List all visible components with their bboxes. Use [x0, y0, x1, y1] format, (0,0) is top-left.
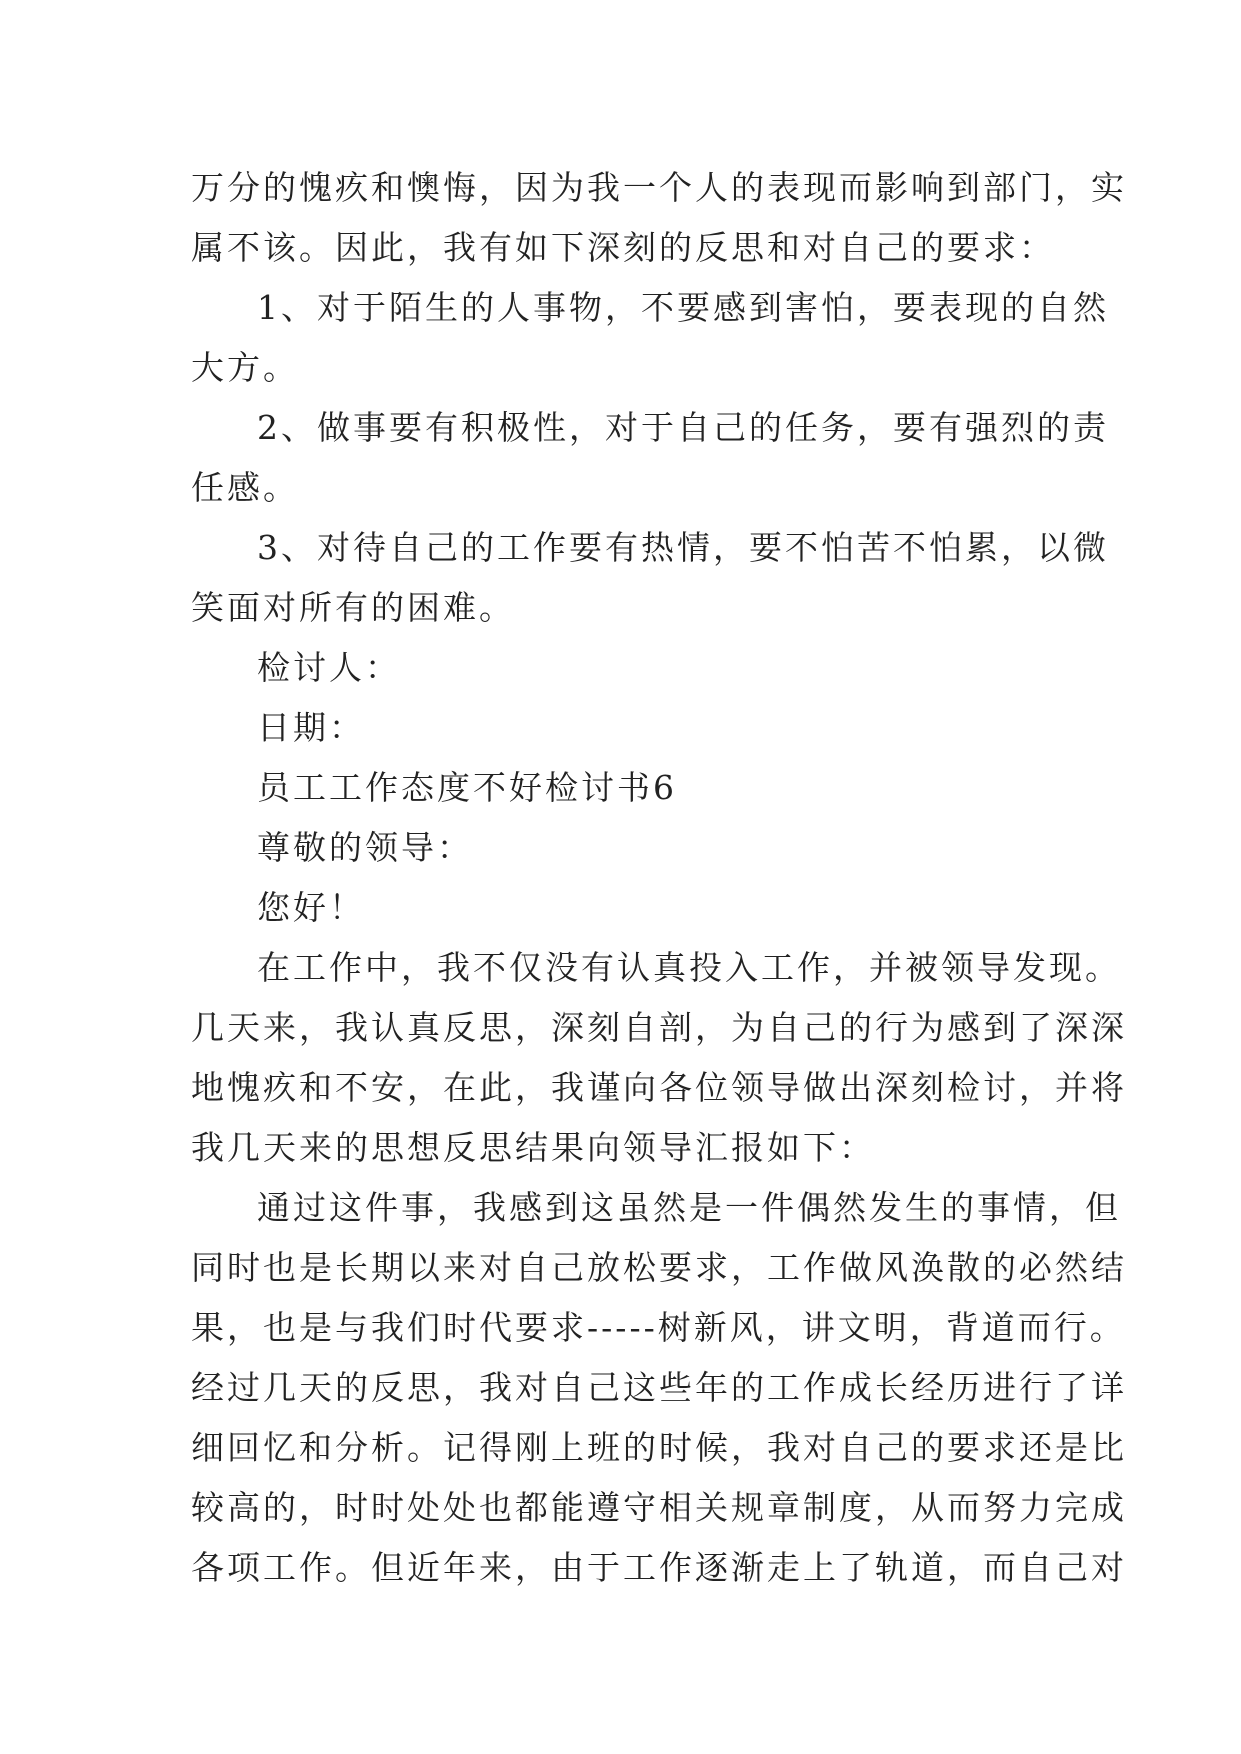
list-item-1-line: 1、对于陌生的人事物，不要感到害怕，要表现的自然	[257, 288, 1109, 327]
paragraph-line: 经过几天的反思，我对自己这些年的工作成长经历进行了详	[191, 1368, 1127, 1407]
text-line: 万分的愧疚和懊悔，因为我一个人的表现而影响到部门，实	[191, 168, 1127, 207]
paragraph-line: 各项工作。但近年来，由于工作逐渐走上了轨道，而自己对	[191, 1548, 1127, 1587]
paragraph-line: 同时也是长期以来对自己放松要求，工作做风涣散的必然结	[191, 1248, 1127, 1287]
paragraph-line: 在工作中，我不仅没有认真投入工作，并被领导发现。	[257, 948, 1121, 987]
list-item-3-line: 3、对待自己的工作要有热情，要不怕苦不怕累，以微	[257, 528, 1109, 567]
paragraph-line: 较高的，时时处处也都能遵守相关规章制度，从而努力完成	[191, 1488, 1127, 1527]
section-title: 员工工作态度不好检讨书6	[257, 768, 677, 807]
list-item-2-line: 2、做事要有积极性，对于自己的任务，要有强烈的责	[257, 408, 1109, 447]
text-line: 大方。	[191, 348, 299, 387]
greeting: 您好！	[257, 888, 365, 927]
text-line: 笑面对所有的困难。	[191, 588, 515, 627]
paragraph-line: 果，也是与我们时代要求-----树新风，讲文明，背道而行。	[191, 1308, 1126, 1347]
paragraph-line: 我几天来的思想反思结果向领导汇报如下：	[191, 1128, 875, 1167]
paragraph-line: 地愧疚和不安，在此，我谨向各位领导做出深刻检讨，并将	[191, 1068, 1127, 1107]
paragraph-line: 几天来，我认真反思，深刻自剖，为自己的行为感到了深深	[191, 1008, 1127, 1047]
text-line: 任感。	[191, 468, 299, 507]
document-body	[191, 158, 1127, 1598]
signer-label: 检讨人：	[257, 648, 401, 687]
date-label: 日期：	[257, 708, 365, 747]
paragraph-line: 细回忆和分析。记得刚上班的时候，我对自己的要求还是比	[191, 1428, 1127, 1467]
text-line: 属不该。因此，我有如下深刻的反思和对自己的要求：	[191, 228, 1055, 267]
paragraph-line: 通过这件事，我感到这虽然是一件偶然发生的事情，但	[257, 1188, 1121, 1227]
salutation: 尊敬的领导：	[257, 828, 473, 867]
